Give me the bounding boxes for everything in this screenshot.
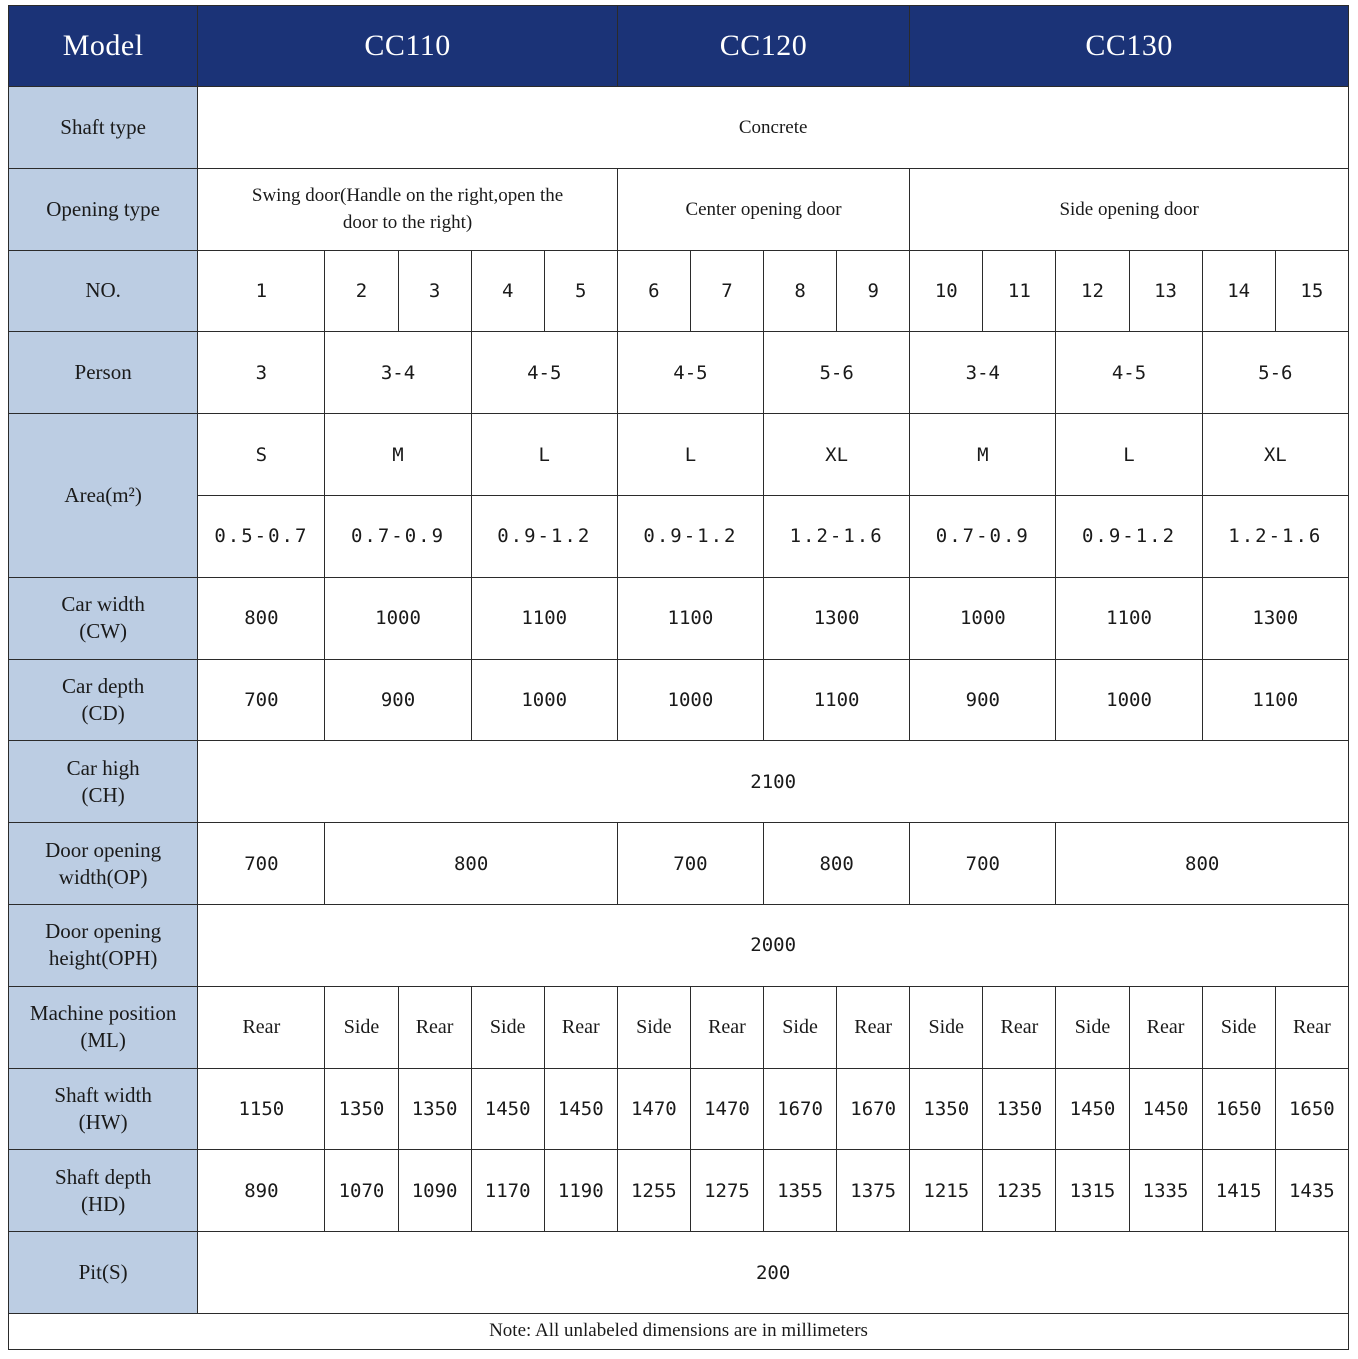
- car-width-cell: 800: [198, 577, 325, 659]
- no-cell: 8: [764, 250, 837, 332]
- opening-type-cc120: Center opening door: [617, 168, 909, 250]
- car-depth-cell: 1100: [1202, 659, 1348, 741]
- car-depth-cell: 1000: [471, 659, 617, 741]
- no-cell: 3: [398, 250, 471, 332]
- no-cell: 14: [1202, 250, 1275, 332]
- label-line: Shaft width: [54, 1082, 152, 1107]
- person-cell: 3-4: [325, 332, 471, 414]
- shaft-width-cell: 1350: [325, 1068, 398, 1150]
- car-depth-cell: 1000: [1056, 659, 1202, 741]
- person-cell: 3: [198, 332, 325, 414]
- label-line: (CH): [81, 782, 125, 807]
- car-width-cell: 1100: [617, 577, 763, 659]
- car-depth-cell: 900: [910, 659, 1056, 741]
- car-width-cell: 1300: [764, 577, 910, 659]
- shaft-depth-cell: 1435: [1275, 1150, 1348, 1232]
- label-line: height(OPH): [48, 946, 158, 971]
- area-range-cell: 1.2-1.6: [1202, 495, 1348, 577]
- opening-type-cc110: Swing door(Handle on the right,open the door to the right): [198, 168, 618, 250]
- door-width-cell: 800: [325, 823, 617, 905]
- row-label-car-depth: [9, 659, 198, 741]
- table-row-note: [9, 1313, 1349, 1349]
- no-cell: 6: [617, 250, 690, 332]
- table-row-shaft-depth: [9, 1150, 1349, 1232]
- row-label-machine-position: [9, 986, 198, 1068]
- machine-position-cell: Rear: [544, 986, 617, 1068]
- area-size-cell: L: [617, 414, 763, 496]
- label-line: (ML): [80, 1028, 126, 1053]
- shaft-width-cell: 1350: [910, 1068, 983, 1150]
- table-row-shaft-width: [9, 1068, 1349, 1150]
- shaft-width-cell: 1450: [1056, 1068, 1129, 1150]
- shaft-width-cell: 1450: [544, 1068, 617, 1150]
- opening-type-cc130: Side opening door: [910, 168, 1349, 250]
- person-cell: 5-6: [764, 332, 910, 414]
- area-size-cell: XL: [764, 414, 910, 496]
- door-width-cell: 700: [910, 823, 1056, 905]
- label-line: (CW): [79, 619, 128, 644]
- shaft-depth-cell: 1190: [544, 1150, 617, 1232]
- footnote: Note: All unlabeled dimensions are in millimeters: [9, 1313, 1349, 1349]
- shaft-depth-cell: 1255: [617, 1150, 690, 1232]
- table-row-car-depth: [9, 659, 1349, 741]
- elevator-spec-table: [8, 5, 1349, 1350]
- shaft-type-value: Concrete: [198, 87, 1349, 169]
- shaft-depth-cell: 1355: [764, 1150, 837, 1232]
- shaft-depth-cell: 1070: [325, 1150, 398, 1232]
- door-width-cell: 700: [198, 823, 325, 905]
- row-label-car-width: [9, 577, 198, 659]
- machine-position-cell: Side: [1202, 986, 1275, 1068]
- shaft-width-cell: 1450: [1129, 1068, 1202, 1150]
- model-cc110-header: CC110: [198, 6, 618, 87]
- area-size-cell: L: [471, 414, 617, 496]
- person-cell: 4-5: [617, 332, 763, 414]
- no-cell: 1: [198, 250, 325, 332]
- no-cell: 13: [1129, 250, 1202, 332]
- machine-position-cell: Rear: [983, 986, 1056, 1068]
- row-label-area: Area(m²): [9, 414, 198, 578]
- shaft-width-cell: 1670: [764, 1068, 837, 1150]
- door-width-cell: 700: [617, 823, 763, 905]
- label-line: Shaft depth: [55, 1164, 152, 1189]
- shaft-width-cell: 1650: [1202, 1068, 1275, 1150]
- shaft-depth-cell: 1235: [983, 1150, 1056, 1232]
- machine-position-cell: Rear: [1275, 986, 1348, 1068]
- row-label-no: NO.: [9, 250, 198, 332]
- row-label-pit: Pit(S): [9, 1232, 198, 1314]
- label-line: Door opening: [45, 919, 162, 944]
- no-cell: 9: [837, 250, 910, 332]
- shaft-depth-cell: 1315: [1056, 1150, 1129, 1232]
- person-cell: 4-5: [471, 332, 617, 414]
- area-range-cell: 0.7-0.9: [910, 495, 1056, 577]
- no-cell: 10: [910, 250, 983, 332]
- area-range-cell: 0.9-1.2: [617, 495, 763, 577]
- machine-position-cell: Side: [325, 986, 398, 1068]
- table-row-area-size: [9, 414, 1349, 496]
- car-depth-cell: 1100: [764, 659, 910, 741]
- model-cc120-header: CC120: [617, 6, 909, 87]
- door-width-cell: 800: [1056, 823, 1349, 905]
- car-width-cell: 1300: [1202, 577, 1348, 659]
- row-label-door-height: [9, 904, 198, 986]
- pit-value: 200: [198, 1232, 1349, 1314]
- shaft-width-cell: 1650: [1275, 1068, 1348, 1150]
- machine-position-cell: Side: [764, 986, 837, 1068]
- label-line: Car depth: [62, 673, 145, 698]
- area-size-cell: L: [1056, 414, 1202, 496]
- shaft-width-cell: 1150: [198, 1068, 325, 1150]
- shaft-depth-cell: 1375: [837, 1150, 910, 1232]
- shaft-depth-cell: 1335: [1129, 1150, 1202, 1232]
- row-label-shaft-width: [9, 1068, 198, 1150]
- area-size-cell: S: [198, 414, 325, 496]
- area-size-cell: M: [325, 414, 471, 496]
- area-range-cell: 0.9-1.2: [1056, 495, 1202, 577]
- machine-position-cell: Rear: [690, 986, 763, 1068]
- row-label-opening-type: Opening type: [9, 168, 198, 250]
- shaft-depth-cell: 1090: [398, 1150, 471, 1232]
- person-cell: 3-4: [910, 332, 1056, 414]
- spec-table-frame: [8, 5, 1349, 1347]
- machine-position-cell: Side: [617, 986, 690, 1068]
- label-line: Car width: [61, 592, 145, 617]
- shaft-width-cell: 1470: [617, 1068, 690, 1150]
- area-range-cell: 1.2-1.6: [764, 495, 910, 577]
- shaft-depth-cell: 1415: [1202, 1150, 1275, 1232]
- car-width-cell: 1100: [1056, 577, 1202, 659]
- table-row-no: [9, 250, 1349, 332]
- row-label-shaft-type: Shaft type: [9, 87, 198, 169]
- area-range-cell: 0.9-1.2: [471, 495, 617, 577]
- shaft-depth-cell: 890: [198, 1150, 325, 1232]
- car-width-cell: 1000: [910, 577, 1056, 659]
- table-row-car-high: [9, 741, 1349, 823]
- model-header: Model: [9, 6, 198, 87]
- header-row: [9, 6, 1349, 87]
- shaft-width-cell: 1670: [837, 1068, 910, 1150]
- door-width-cell: 800: [764, 823, 910, 905]
- shaft-depth-cell: 1275: [690, 1150, 763, 1232]
- shaft-depth-cell: 1170: [471, 1150, 544, 1232]
- no-cell: 2: [325, 250, 398, 332]
- label-line: (HW): [78, 1109, 128, 1134]
- shaft-width-cell: 1450: [471, 1068, 544, 1150]
- table-row-door-height: [9, 904, 1349, 986]
- label-line: Door opening: [45, 837, 162, 862]
- person-cell: 4-5: [1056, 332, 1202, 414]
- no-cell: 15: [1275, 250, 1348, 332]
- machine-position-cell: Rear: [1129, 986, 1202, 1068]
- no-cell: 12: [1056, 250, 1129, 332]
- car-depth-cell: 700: [198, 659, 325, 741]
- machine-position-cell: Side: [1056, 986, 1129, 1068]
- label-line: (HD): [80, 1191, 126, 1216]
- area-range-cell: 0.5-0.7: [198, 495, 325, 577]
- no-cell: 4: [471, 250, 544, 332]
- person-cell: 5-6: [1202, 332, 1348, 414]
- table-row-opening-type: [9, 168, 1349, 250]
- machine-position-cell: Side: [910, 986, 983, 1068]
- car-depth-cell: 900: [325, 659, 471, 741]
- machine-position-cell: Side: [471, 986, 544, 1068]
- machine-position-cell: Rear: [837, 986, 910, 1068]
- shaft-width-cell: 1350: [983, 1068, 1056, 1150]
- table-row-car-width: [9, 577, 1349, 659]
- door-height-value: 2000: [198, 904, 1349, 986]
- table-row-machine-position: [9, 986, 1349, 1068]
- row-label-door-width: [9, 823, 198, 905]
- area-size-cell: XL: [1202, 414, 1348, 496]
- table-row-shaft-type: [9, 87, 1349, 169]
- row-label-car-high: [9, 741, 198, 823]
- car-width-cell: 1000: [325, 577, 471, 659]
- row-label-person: Person: [9, 332, 198, 414]
- label-line: Machine position: [29, 1001, 177, 1026]
- model-cc130-header: CC130: [910, 6, 1349, 87]
- car-width-cell: 1100: [471, 577, 617, 659]
- table-row-pit: [9, 1232, 1349, 1314]
- car-depth-cell: 1000: [617, 659, 763, 741]
- label-line: (CD): [81, 700, 125, 725]
- shaft-width-cell: 1350: [398, 1068, 471, 1150]
- machine-position-cell: Rear: [198, 986, 325, 1068]
- label-line: Car high: [66, 755, 140, 780]
- row-label-shaft-depth: [9, 1150, 198, 1232]
- area-range-cell: 0.7-0.9: [325, 495, 471, 577]
- no-cell: 7: [690, 250, 763, 332]
- no-cell: 5: [544, 250, 617, 332]
- shaft-width-cell: 1470: [690, 1068, 763, 1150]
- shaft-depth-cell: 1215: [910, 1150, 983, 1232]
- table-row-area-range: [9, 495, 1349, 577]
- label-line: width(OP): [58, 864, 148, 889]
- table-row-person: [9, 332, 1349, 414]
- area-size-cell: M: [910, 414, 1056, 496]
- table-row-door-width: [9, 823, 1349, 905]
- machine-position-cell: Rear: [398, 986, 471, 1068]
- car-high-value: 2100: [198, 741, 1349, 823]
- no-cell: 11: [983, 250, 1056, 332]
